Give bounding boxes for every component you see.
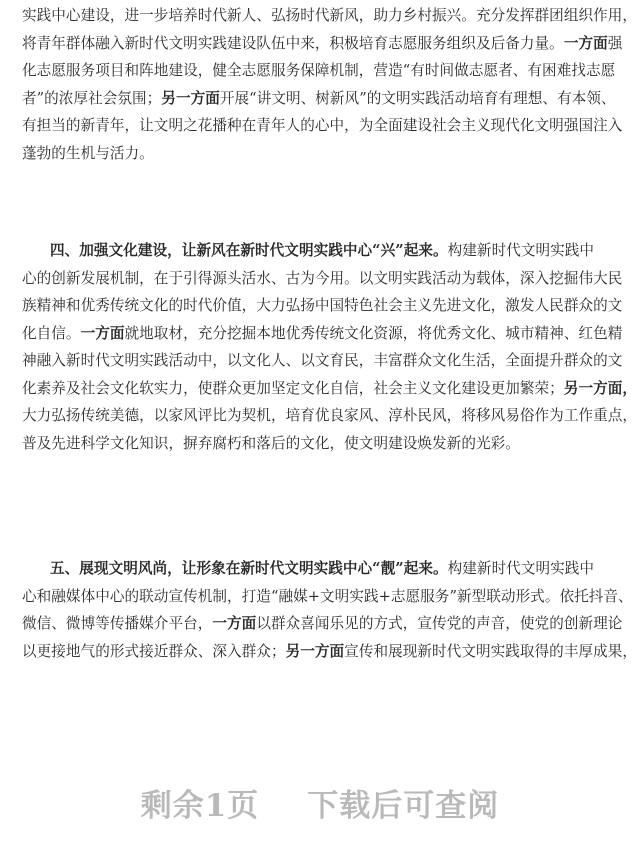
section-heading-line xyxy=(22,237,622,265)
text-line: 普及先进科学文化知识，摒弃腐朽和落后的文化，使文明建设焕发新的光彩。 xyxy=(22,434,520,452)
text-line xyxy=(22,610,622,638)
text-run: 以更接地气的形式接近群众、深入群众； xyxy=(22,642,286,660)
text-run: 化自信。 xyxy=(22,324,81,342)
emphasis-text: 另一方面 xyxy=(161,89,220,107)
paragraph-cultural-construction xyxy=(22,237,638,457)
text-line xyxy=(22,638,638,666)
text-run: 化素养及社会文化软实力，使群众更加坚定文化自信，社会主义文化建设更加繁荣； xyxy=(22,379,564,397)
emphasis-text: 一方面 xyxy=(563,34,608,52)
text-line: 心的创新发展机制，在于引得源头活水、古为今用。以文明实践活动为载体，深入挖掘伟大民 xyxy=(22,269,623,287)
text-line: 实践中心建设，进一步培养时代新人、弘扬时代新风，助力乡村振兴。充分发挥群团组织作用， xyxy=(22,7,638,24)
paragraph-volunteer-service xyxy=(22,2,638,167)
text-line xyxy=(22,30,622,58)
download-prompt[interactable] xyxy=(0,780,640,825)
text-run: 开展“讲文明、树新风”的文明实践活动培育有理想、有本领、 xyxy=(219,89,616,107)
text-run: 将青年群体融入新时代文明实践建设队伍中来，积极培育志愿服务组织及后备力量。 xyxy=(22,34,564,52)
download-to-view-text: 下载后可查阅 xyxy=(307,788,500,824)
text-run: 构建新时代文明实践中 xyxy=(447,242,595,259)
text-run: 者”的浓厚社会氛围； xyxy=(22,89,162,107)
text-line: 族精神和优秀传统文化的时代价值，大力弘扬中国特色社会主义先进文化，激发人民群众的文 xyxy=(22,297,623,315)
text-run: 就地取材，充分挖掘本地优秀传统文化资源，将优秀文化、城市精神、红色精 xyxy=(124,324,623,342)
remaining-pages-text: 剩余1页 xyxy=(140,788,260,824)
text-line: 化志愿服务项目和阵地建设，健全志愿服务保障机制，营造“有时间做志愿者、有困难找志愿 xyxy=(22,62,616,80)
text-run: 以群众喜闻乐见的方式，宣传党的声音，使党的创新理论 xyxy=(256,615,623,633)
text-line xyxy=(22,85,622,113)
text-line: 心和融媒体中心的联动宣传机制，打造“融媒+文明实践+志愿服务”新型联动形式。依托抖音、 xyxy=(22,587,633,605)
text-line: 大力弘扬传统美德，以家风评比为契机，培育优良家风、淳朴民风，将移风易俗作为工作重点， xyxy=(22,407,638,425)
emphasis-text: 另一方面， xyxy=(563,379,638,397)
text-run: 微信、微博等传播媒介平台， xyxy=(22,615,213,633)
text-run: 构建新时代文明实践中 xyxy=(447,560,595,577)
paragraph-civilized-style xyxy=(22,555,638,665)
text-line xyxy=(22,375,638,403)
emphasis-text: 一方面 xyxy=(212,615,257,633)
emphasis-text: 另一方面 xyxy=(285,642,345,660)
text-line: 神融入新时代文明实践活动中，以文化人、以文育民，丰富群众文化生活，全面提升群众的文 xyxy=(22,352,623,370)
text-line: 蓬勃的生机与活力。 xyxy=(22,144,154,162)
text-run: 宣传和展现新时代文明实践取得的丰厚成果， xyxy=(344,642,638,660)
section-heading: 四、加强文化建设，让新风在新时代文明实践中心“兴”起来。 xyxy=(50,242,448,259)
text-line xyxy=(22,320,622,348)
emphasis-text: 一方面 xyxy=(80,324,125,342)
section-heading-line xyxy=(22,555,622,583)
section-heading: 五、展现文明风尚，让形象在新时代文明实践中心“靓”起来。 xyxy=(50,560,448,577)
text-line: 有担当的新青年，让文明之花播种在青年人的心中，为全面建设社会主义现代化文明强国注入 xyxy=(22,117,623,135)
text-run: 强 xyxy=(607,34,623,52)
